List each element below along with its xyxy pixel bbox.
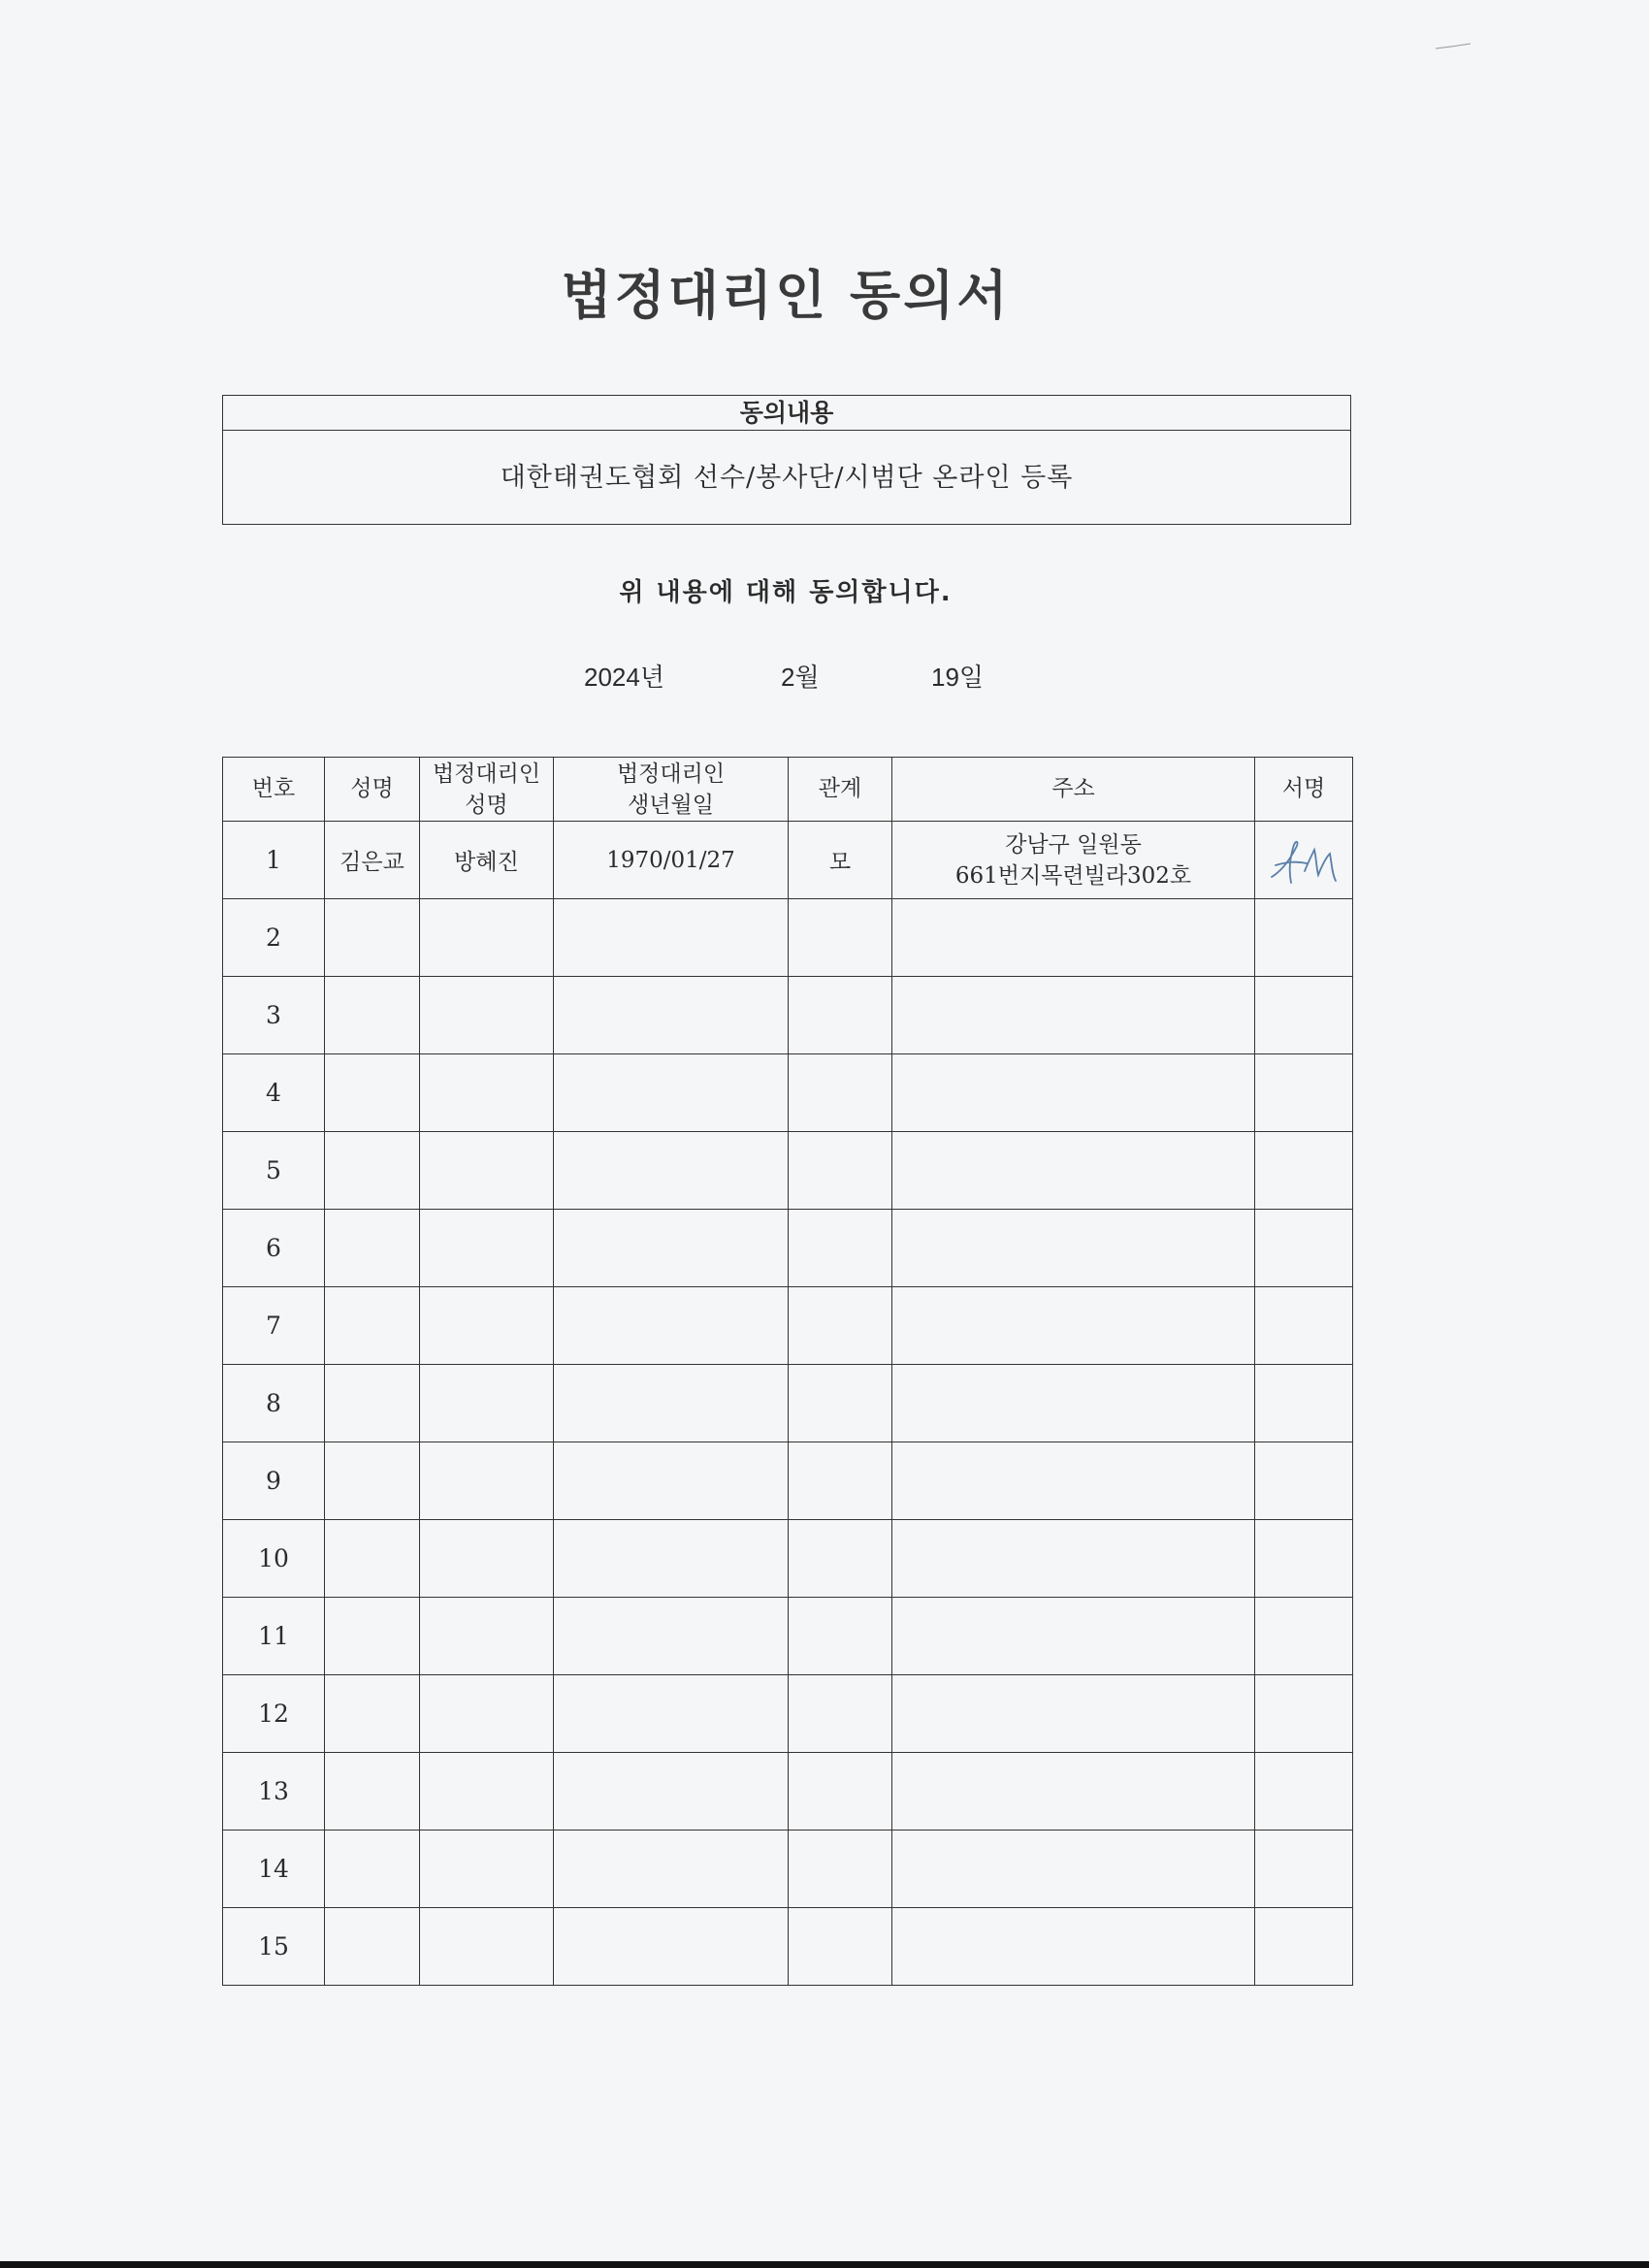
cell-name [325,899,420,977]
cell-relation [789,1132,892,1210]
cell-guardian-birth [554,1598,789,1675]
cell-relation [789,1831,892,1908]
cell-signature [1255,1287,1353,1365]
cell-address [892,1442,1255,1520]
cell-guardian-birth [554,1831,789,1908]
cell-number: 9 [223,1442,325,1520]
cell-signature [1255,977,1353,1054]
signers-table [222,757,1353,1986]
table-row [223,1675,1353,1753]
cell-name [325,1831,420,1908]
cell-address [892,1210,1255,1287]
cell-number: 11 [223,1598,325,1675]
cell-number: 15 [223,1908,325,1986]
cell-guardian-name [420,1753,554,1831]
cell-signature [1255,1753,1353,1831]
table-row [223,1054,1353,1132]
cell-relation [789,1365,892,1442]
cell-number: 8 [223,1365,325,1442]
cell-number: 10 [223,1520,325,1598]
table-row [223,1598,1353,1675]
cell-number: 1 [223,822,325,899]
cell-name [325,1054,420,1132]
cell-signature [1255,1054,1353,1132]
cell-guardian-name [420,1132,554,1210]
cell-address [892,1831,1255,1908]
cell-guardian-name [420,1365,554,1442]
cell-relation [789,1753,892,1831]
cell-address [892,1365,1255,1442]
cell-name [325,1908,420,1986]
cell-name [325,1520,420,1598]
header-guardian-name-line2: 성명 [465,792,508,818]
table-row [223,1132,1353,1210]
cell-relation [789,1908,892,1986]
cell-number: 5 [223,1132,325,1210]
cell-name [325,1210,420,1287]
cell-relation [789,1287,892,1365]
cell-relation [789,899,892,977]
table-row [223,822,1353,899]
cell-guardian-name [420,1908,554,1986]
cell-signature [1255,1675,1353,1753]
table-row [223,1520,1353,1598]
header-signature: 서명 [1255,758,1353,822]
handwritten-signature-icon [1268,832,1340,889]
consent-content: 대한태권도협회 선수/봉사단/시범단 온라인 등록 [500,463,1074,493]
scan-mark-icon [1434,42,1472,51]
cell-name: 김은교 [325,822,420,899]
cell-relation [789,1675,892,1753]
cell-guardian-birth [554,1442,789,1520]
cell-name [325,1442,420,1520]
cell-guardian-birth [554,1054,789,1132]
table-row [223,1287,1353,1365]
cell-number: 7 [223,1287,325,1365]
date-year: 2024년 [584,663,664,692]
cell-address [892,1908,1255,1986]
cell-name [325,1753,420,1831]
address-line2: 661번지목련빌라302호 [954,862,1192,889]
cell-guardian-birth [554,1287,789,1365]
cell-number: 13 [223,1753,325,1831]
cell-guardian-birth [554,1675,789,1753]
cell-signature [1255,1520,1353,1598]
cell-signature [1255,1365,1353,1442]
cell-relation [789,1054,892,1132]
cell-address [892,1753,1255,1831]
cell-name [325,1132,420,1210]
cell-guardian-name [420,1831,554,1908]
cell-guardian-birth [554,1132,789,1210]
table-row [223,899,1353,977]
cell-signature [1255,822,1353,899]
cell-address [892,1598,1255,1675]
cell-number: 2 [223,899,325,977]
cell-address [892,1287,1255,1365]
header-guardian-name [420,758,554,822]
cell-relation [789,977,892,1054]
cell-guardian-birth [554,1365,789,1442]
cell-name [325,1598,420,1675]
cell-name [325,1287,420,1365]
cell-guardian-birth [554,899,789,977]
cell-number: 14 [223,1831,325,1908]
cell-guardian-name: 방혜진 [420,822,554,899]
table-row [223,1831,1353,1908]
cell-number: 3 [223,977,325,1054]
header-address: 주소 [892,758,1255,822]
cell-number: 4 [223,1054,325,1132]
cell-guardian-name [420,977,554,1054]
table-body [223,822,1353,1986]
cell-signature [1255,1908,1353,1986]
cell-guardian-name [420,1598,554,1675]
header-number: 번호 [223,758,325,822]
header-guardian-birth [554,758,789,822]
cell-address [892,1520,1255,1598]
cell-guardian-name [420,1054,554,1132]
cell-address [892,1675,1255,1753]
header-relation: 관계 [789,758,892,822]
cell-guardian-birth [554,977,789,1054]
cell-name [325,1675,420,1753]
cell-name [325,1365,420,1442]
cell-address [892,977,1255,1054]
page-title: 법정대리인 동의서 [561,265,1011,326]
header-name: 성명 [325,758,420,822]
table-row [223,977,1353,1054]
cell-guardian-birth [554,1520,789,1598]
cell-signature [1255,1598,1353,1675]
cell-guardian-name [420,1675,554,1753]
table-row [223,1210,1353,1287]
scan-edge [0,2261,1649,2268]
cell-signature [1255,1132,1353,1210]
header-guardian-birth-line2: 생년월일 [628,792,714,818]
cell-address [892,1132,1255,1210]
header-guardian-birth-line1: 법정대리인 [616,761,726,787]
cell-relation [789,1210,892,1287]
table-row [223,1908,1353,1986]
cell-address [892,1054,1255,1132]
address-line1: 강남구 일원동 [1005,831,1142,858]
cell-guardian-name [420,1442,554,1520]
table-row [223,1365,1353,1442]
cell-address [892,822,1255,899]
cell-number: 12 [223,1675,325,1753]
cell-number: 6 [223,1210,325,1287]
cell-relation [789,1520,892,1598]
date-month: 2월 [781,663,820,692]
table-row [223,1442,1353,1520]
consent-header: 동의내용 [223,396,1350,431]
cell-relation: 모 [789,822,892,899]
cell-guardian-birth: 1970/01/27 [554,822,789,899]
cell-address [892,899,1255,977]
cell-relation [789,1598,892,1675]
date-day: 19일 [931,663,985,692]
cell-signature [1255,1442,1353,1520]
cell-guardian-name [420,1287,554,1365]
agreement-statement: 위 내용에 대해 동의합니다. [619,578,953,607]
cell-guardian-birth [554,1908,789,1986]
table-header-row [223,758,1353,822]
consent-box [222,395,1351,525]
cell-guardian-name [420,899,554,977]
cell-guardian-birth [554,1210,789,1287]
cell-guardian-name [420,1210,554,1287]
cell-signature [1255,1831,1353,1908]
cell-signature [1255,1210,1353,1287]
cell-name [325,977,420,1054]
table-row [223,1753,1353,1831]
cell-guardian-birth [554,1753,789,1831]
header-guardian-name-line1: 법정대리인 [432,761,541,787]
cell-relation [789,1442,892,1520]
cell-guardian-name [420,1520,554,1598]
cell-signature [1255,899,1353,977]
